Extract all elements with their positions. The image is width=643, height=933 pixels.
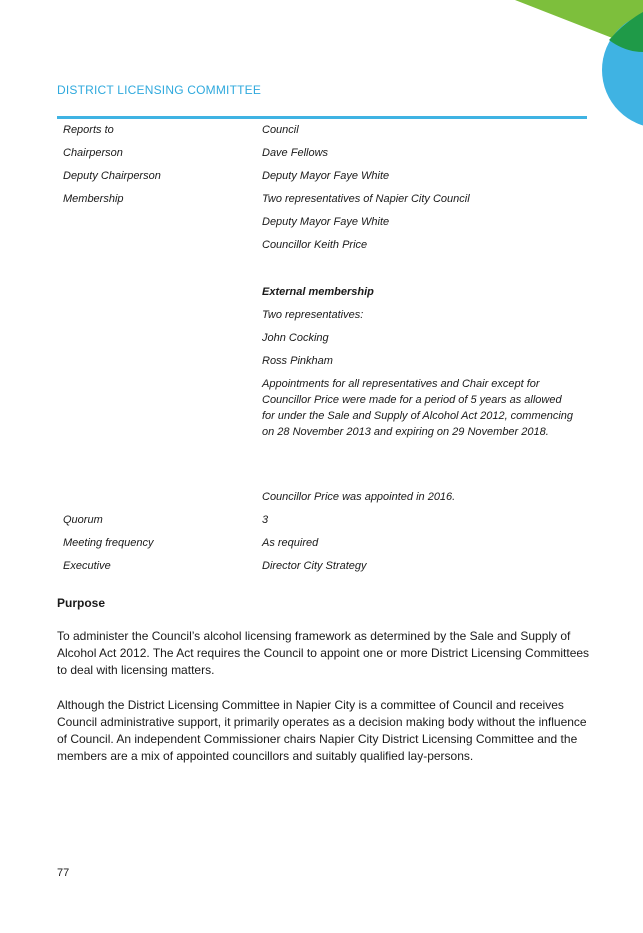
external-membership-line: John Cocking (262, 332, 329, 344)
purpose-heading: Purpose (57, 596, 106, 610)
reports-to-label: Reports to (63, 124, 114, 136)
executive-value: Director City Strategy (262, 560, 367, 572)
title-divider (57, 116, 587, 119)
deputy-chairperson-value: Deputy Mayor Faye White (262, 170, 390, 182)
page-number: 77 (57, 867, 70, 879)
page-title: DISTRICT LICENSING COMMITTEE (57, 83, 262, 97)
external-membership-line: Ross Pinkham (262, 355, 333, 367)
membership-label: Membership (63, 193, 124, 205)
external-membership-line: Two representatives: (262, 309, 364, 321)
membership-line: Deputy Mayor Faye White (262, 216, 390, 228)
purpose-paragraph: Although the District Licensing Committee in Napier City is a committee of Council and receives Council administrative support, it primarily operates as a decision making body without the influence of Council. An independent Commissioner chairs Napier City District Licensing Committee and the members are a mix of appointed councillors and suitably qualified lay-persons. (57, 698, 587, 763)
councillor-price-note: Councillor Price was appointed in 2016. (262, 491, 456, 503)
reports-to-value: Council (262, 124, 299, 136)
executive-label: Executive (63, 560, 111, 572)
chairperson-value: Dave Fellows (262, 147, 329, 159)
appointments-note: Appointments for all representatives and Chair except for Councillor Price were made for a period of 5 years as allowed for under the Sale and Supply of Alcohol Act 2012, commencing on 28 November 2013 and expiring on 29 November 2018. (262, 378, 574, 438)
membership-line: Councillor Keith Price (262, 239, 368, 251)
membership-line: Two representatives of Napier City Council (262, 193, 470, 205)
deputy-chairperson-label: Deputy Chairperson (63, 170, 161, 182)
chairperson-label: Chairperson (63, 147, 123, 159)
external-membership-heading: External membership (262, 286, 374, 298)
purpose-paragraph: To administer the Council’s alcohol licensing framework as determined by the Sale and Supply of Alcohol Act 2012. The Act requires the Council to appoint one or more District Licensing Committees to deal with licensing matters. (57, 629, 590, 677)
quorum-value: 3 (262, 514, 269, 526)
meeting-frequency-value: As required (262, 537, 319, 549)
meeting-frequency-label: Meeting frequency (63, 537, 154, 549)
quorum-label: Quorum (63, 514, 103, 526)
